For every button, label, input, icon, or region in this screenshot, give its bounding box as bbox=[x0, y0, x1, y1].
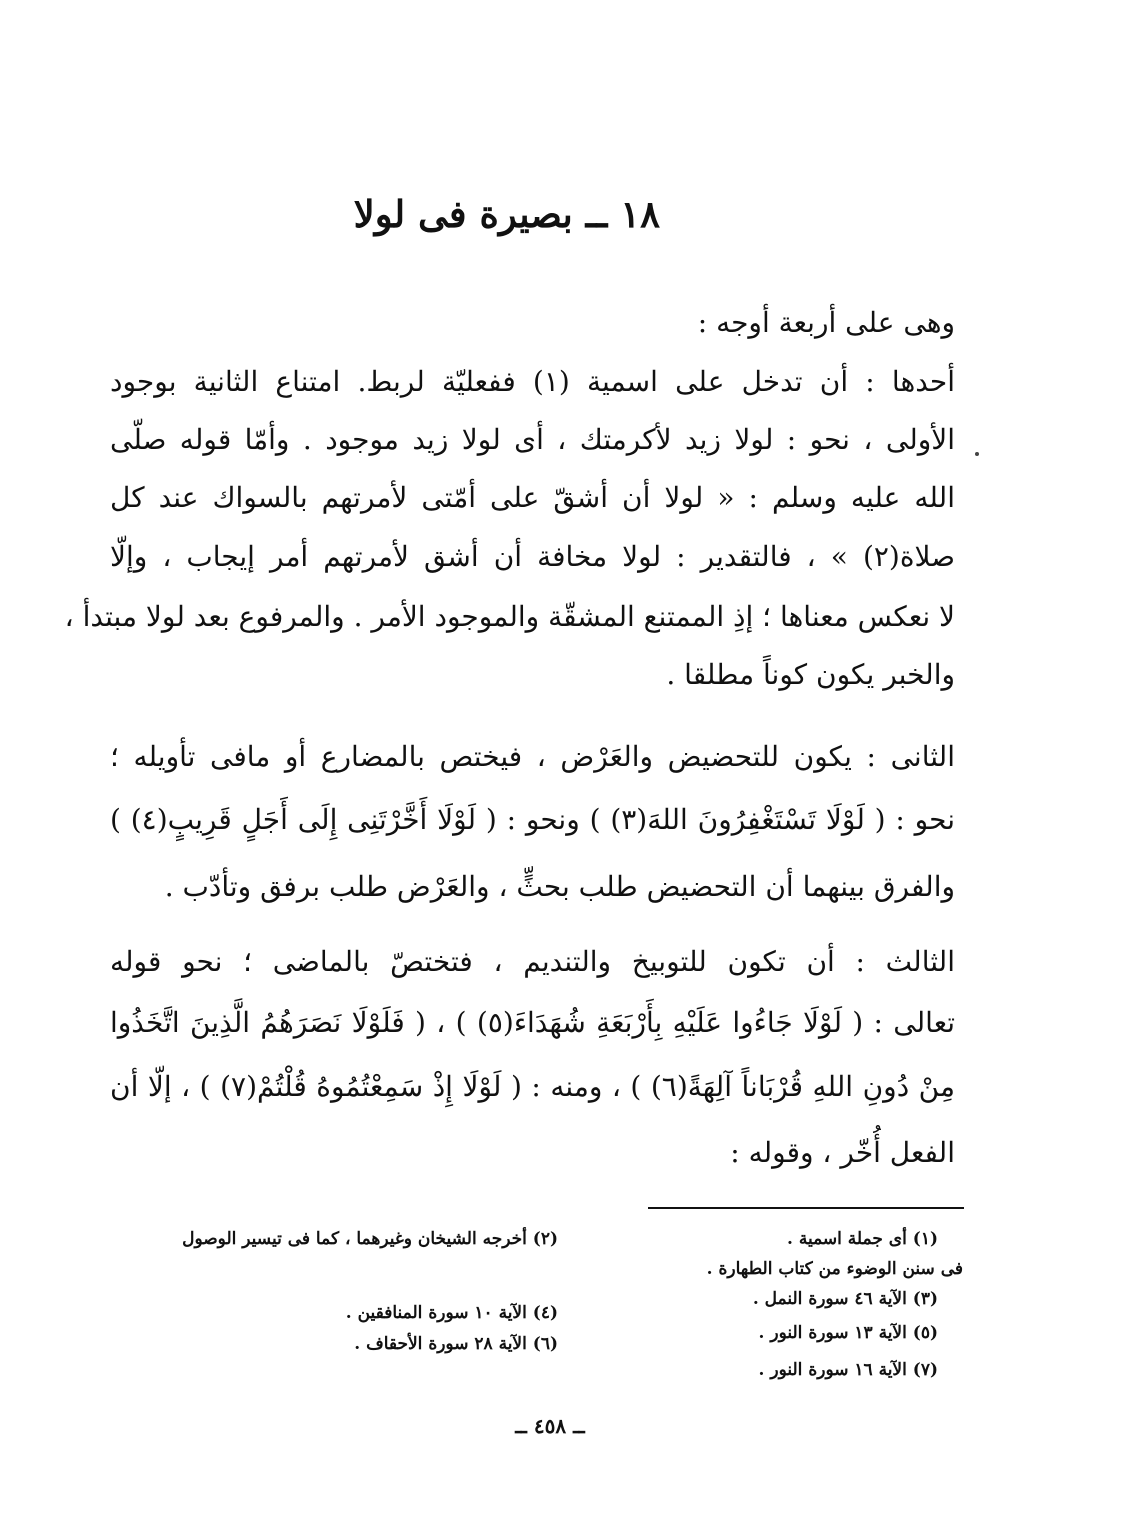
body-line: نحو : ( لَوْلَا تَسْتَغْفِرُونَ اللهَ(٣) ) ونحو : ( لَوْلَا أَخَّرْتَنِى إِلَى أَجَلٍ قَرِيبٍ(٤) ) bbox=[110, 803, 955, 836]
footnote: (٥) الآية ١٣ سورة النور . bbox=[758, 1323, 938, 1343]
body-line: وهى على أربعة أوجه : bbox=[697, 306, 955, 339]
footnote: (٢) أخرجه الشيخان وغيرهما ، كما فى تيسير الوصول bbox=[182, 1229, 558, 1249]
footnote: فى سنن الوضوء من كتاب الطهارة . bbox=[706, 1259, 963, 1279]
footnote: (١) أى جملة اسمية . bbox=[787, 1229, 938, 1249]
body-line: والفرق بينهما أن التحضيض طلب بحثٍّ ، والعَرْض طلب برفق وتأدّب . bbox=[164, 870, 955, 903]
body-line: الأولى ، نحو : لولا زيد لأكرمتك ، أى لولا زيد موجود . وأمّا قوله صلّى bbox=[110, 423, 955, 456]
body-line: الثالث : أن تكون للتوبيخ والتنديم ، فتختصّ بالماضى ؛ نحو قوله bbox=[110, 945, 955, 978]
body-line: صلاة(٢) » ، فالتقدير : لولا مخافة أن أشق لأمرتهم أمر إيجاب ، وإلّا bbox=[110, 540, 955, 573]
body-line: الفعل أُخّر ، وقوله : bbox=[730, 1136, 955, 1169]
footnote: (٧) الآية ١٦ سورة النور . bbox=[758, 1360, 938, 1380]
body-line: الله عليه وسلم : « لولا أن أشقّ على أمّتى لأمرتهم بالسواك عند كل bbox=[110, 481, 955, 514]
page-speck bbox=[975, 452, 979, 456]
body-line: الثانى : يكون للتحضيض والعَرْض ، فيختص بالمضارع أو مافى تأويله ؛ bbox=[110, 740, 955, 773]
footnote: (٤) الآية ١٠ سورة المنافقين . bbox=[345, 1303, 558, 1323]
body-line: تعالى : ( لَوْلَا جَاءُوا عَلَيْهِ بِأَرْبَعَةِ شُهَدَاءَ(٥) ) ، ( فَلَوْلَا نَصَرَهُمُ الَّذِينَ اتَّخَذُوا bbox=[110, 1006, 955, 1039]
body-line: لا نعكس معناها ؛ إذِ الممتنع المشقّة والموجود الأمر . والمرفوع بعد لولا مبتدأ ، bbox=[64, 600, 955, 633]
footnote: (٦) الآية ٢٨ سورة الأحقاف . bbox=[354, 1334, 558, 1354]
section-heading: ١٨ ــ بصيرة فى لولا bbox=[353, 192, 660, 236]
footnote: (٣) الآية ٤٦ سورة النمل . bbox=[752, 1289, 938, 1309]
footnote-separator bbox=[648, 1207, 964, 1209]
body-line: والخبر يكون كوناً مطلقا . bbox=[666, 658, 955, 691]
body-line: أحدها : أن تدخل على اسمية (١) ففعليّة لربط. امتناع الثانية بوجود bbox=[110, 365, 956, 398]
page-number: ــ ٤٥٨ ــ bbox=[515, 1414, 585, 1438]
body-line: مِنْ دُونِ اللهِ قُرْبَاناً آلِهَةً(٦) ) ، ومنه : ( لَوْلَا إِذْ سَمِعْتُمُوهُ قُلْتُمْ(٧) ) ، إلّا أن bbox=[110, 1070, 955, 1103]
